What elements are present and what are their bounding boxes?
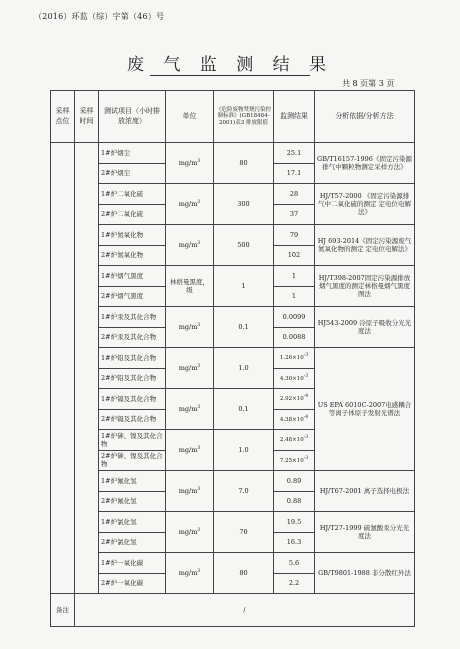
table-row <box>51 225 415 246</box>
remarks-value: / <box>75 594 415 627</box>
unit-cell <box>166 225 214 266</box>
table-row <box>51 512 415 533</box>
unit-superscript: 3 <box>197 363 201 369</box>
item-cell: 2#炉汞及其化合物 <box>99 327 166 348</box>
unit-text: mg/m <box>178 241 198 250</box>
result-cell: 102 <box>274 245 315 266</box>
unit-text: mg/m <box>178 405 198 414</box>
result-cell: 25.1 <box>274 143 315 164</box>
method-cell: HJ/T67-2001 离子选择电极法 <box>315 471 415 512</box>
page-title: 废 气 监 测 结 果 <box>126 55 334 75</box>
item-cell: 1#炉铅及其化合物 <box>99 348 166 369</box>
result-cell: 17.1 <box>274 163 315 184</box>
unit-superscript: 3 <box>197 158 201 164</box>
item-cell: 1#炉汞及其化合物 <box>99 307 166 328</box>
item-cell: 2#炉氯化氢 <box>99 532 166 553</box>
table-row <box>51 143 415 164</box>
unit-superscript: 3 <box>197 322 201 328</box>
unit-cell <box>166 389 214 430</box>
header-result: 监测结果 <box>274 91 315 143</box>
result-cell: 0.0088 <box>274 327 315 348</box>
limit-cell: 300 <box>214 184 274 225</box>
item-cell: 2#炉二氧化硫 <box>99 204 166 225</box>
result-cell: 16.3 <box>274 532 315 553</box>
title-underline <box>150 75 310 76</box>
unit-cell <box>166 307 214 348</box>
result-cell <box>274 450 315 471</box>
table-row <box>51 471 415 492</box>
header-item: 测试项目（小时排放浓度） <box>99 91 166 143</box>
method-cell: HJ/T27-1999 硫氰酸汞分光光度法 <box>315 512 415 553</box>
item-cell: 2#炉烟尘 <box>99 163 166 184</box>
results-table <box>50 90 415 627</box>
limit-cell: 7.0 <box>214 471 274 512</box>
method-cell: GB/T9801-1988 非分散红外法 <box>315 553 415 594</box>
item-cell: 1#炉一氧化碳 <box>99 553 166 574</box>
header-site: 采样点位 <box>51 91 75 143</box>
result-cell: 0.89 <box>274 471 315 492</box>
result-base: 2.48×10 <box>279 437 304 444</box>
unit-text: mg/m <box>178 323 198 332</box>
result-exponent: -4 <box>303 394 309 400</box>
result-exponent: -3 <box>303 373 309 379</box>
result-cell <box>274 430 315 451</box>
table-row <box>51 553 415 574</box>
item-cell: 2#炉氮氧化物 <box>99 245 166 266</box>
item-cell: 2#炉镉及其化合物 <box>99 409 166 430</box>
result-base: 7.25×10 <box>279 457 304 464</box>
result-cell <box>274 389 315 410</box>
item-cell: 2#炉一氧化碳 <box>99 573 166 594</box>
result-exponent: -3 <box>303 455 309 461</box>
table-row <box>51 348 415 369</box>
result-cell: 28 <box>274 184 315 205</box>
header-limit: 《危险废物焚烧污染控制标准》(GB18484-2001)表3 排放限值 <box>214 91 274 143</box>
unit-cell <box>166 471 214 512</box>
unit-text: mg/m <box>178 200 198 209</box>
item-cell: 1#炉镉及其化合物 <box>99 389 166 410</box>
unit-text: mg/m <box>178 364 198 373</box>
item-cell: 1#炉氮氧化物 <box>99 225 166 246</box>
item-cell: 1#炉二氧化硫 <box>99 184 166 205</box>
result-cell <box>274 368 315 389</box>
table-row <box>51 266 415 287</box>
limit-cell: 80 <box>214 143 274 184</box>
result-base: 4.38×10 <box>279 416 304 423</box>
method-cell: HJ/T398-2007固定污染源排放 烟气黑度的测定林格曼烟气黑度图法 <box>315 266 415 307</box>
header-unit: 单位 <box>166 91 214 143</box>
table-row <box>51 184 415 205</box>
item-cell: 2#炉烟气黑度 <box>99 286 166 307</box>
unit-cell <box>166 553 214 594</box>
method-cell: HJ543-2009 冷原子吸收分光光度法 <box>315 307 415 348</box>
unit-cell <box>166 184 214 225</box>
method-cell: HJ 693-2014《固定污染源废气 氮氧化物的测定 定电位电解法》 <box>315 225 415 266</box>
unit-text: mg/m <box>178 528 198 537</box>
header-method: 分析依据/分析方法 <box>315 91 415 143</box>
unit-cell <box>166 266 214 307</box>
result-cell <box>274 348 315 369</box>
item-cell: 1#炉烟尘 <box>99 143 166 164</box>
header-row <box>51 91 415 143</box>
result-base: 1.26×10 <box>279 355 304 362</box>
result-cell: 1 <box>274 266 315 287</box>
result-cell: 19.5 <box>274 512 315 533</box>
unit-superscript: 3 <box>197 199 201 205</box>
result-cell: 2.2 <box>274 573 315 594</box>
method-cell: HJ/T57-2000 《固定污染源排气中二氧化硫的测定 定电位电解法》 <box>315 184 415 225</box>
page-info: 共 8 页第 3 页 <box>342 79 395 88</box>
result-cell: 1 <box>274 286 315 307</box>
limit-cell: 80 <box>214 553 274 594</box>
limit-cell: 500 <box>214 225 274 266</box>
remarks-row <box>51 594 415 627</box>
item-cell: 1#炉烟气黑度 <box>99 266 166 287</box>
result-cell: 79 <box>274 225 315 246</box>
unit-text: mg/m <box>178 159 198 168</box>
remarks-label: 备注 <box>51 594 75 627</box>
limit-cell: 0.1 <box>214 307 274 348</box>
result-cell: 5.6 <box>274 553 315 574</box>
unit-superscript: 3 <box>197 568 201 574</box>
limit-cell: 0.1 <box>214 389 274 430</box>
result-exponent: -3 <box>303 435 309 441</box>
limit-cell: 1.0 <box>214 348 274 389</box>
unit-text: 林格曼黑度，级 <box>170 277 209 294</box>
unit-text: mg/m <box>178 487 198 496</box>
unit-cell <box>166 143 214 184</box>
limit-cell: 1 <box>214 266 274 307</box>
result-exponent: -3 <box>303 353 309 359</box>
unit-cell <box>166 348 214 389</box>
unit-superscript: 3 <box>197 486 201 492</box>
method-cell: GB/T16157-1996《固定污染源排气中颗粒物测定采样方法》 <box>315 143 415 184</box>
result-exponent: -4 <box>303 414 309 420</box>
limit-cell: 70 <box>214 512 274 553</box>
unit-cell <box>166 430 214 471</box>
header-time: 采样时间 <box>75 91 99 143</box>
method-cell: US EPA 6010C-2007电感耦合等离子体原子发射光谱法 <box>315 348 415 471</box>
table-row <box>51 307 415 328</box>
unit-superscript: 3 <box>197 527 201 533</box>
item-cell: 1#炉氯化氢 <box>99 512 166 533</box>
item-cell: 2#炉砷、镍及其化合物 <box>99 450 166 471</box>
result-cell <box>274 409 315 430</box>
item-cell: 2#炉铅及其化合物 <box>99 368 166 389</box>
unit-superscript: 3 <box>197 445 201 451</box>
result-cell: 37 <box>274 204 315 225</box>
site-cell <box>51 143 75 594</box>
unit-superscript: 3 <box>197 404 201 410</box>
report-code: （2016）环监（综）字第（46）号 <box>34 12 165 21</box>
unit-superscript: 3 <box>197 240 201 246</box>
result-base: 2.92×10 <box>279 396 304 403</box>
limit-cell: 1.0 <box>214 430 274 471</box>
time-cell <box>75 143 99 594</box>
result-base: 4.30×10 <box>279 375 304 382</box>
item-cell: 1#炉砷、镍及其化合物 <box>99 430 166 451</box>
item-cell: 1#炉氟化氢 <box>99 471 166 492</box>
result-cell: 0.0099 <box>274 307 315 328</box>
unit-text: mg/m <box>178 569 198 578</box>
unit-cell <box>166 512 214 553</box>
unit-text: mg/m <box>178 446 198 455</box>
item-cell: 2#炉氟化氢 <box>99 491 166 512</box>
result-cell: 0.88 <box>274 491 315 512</box>
